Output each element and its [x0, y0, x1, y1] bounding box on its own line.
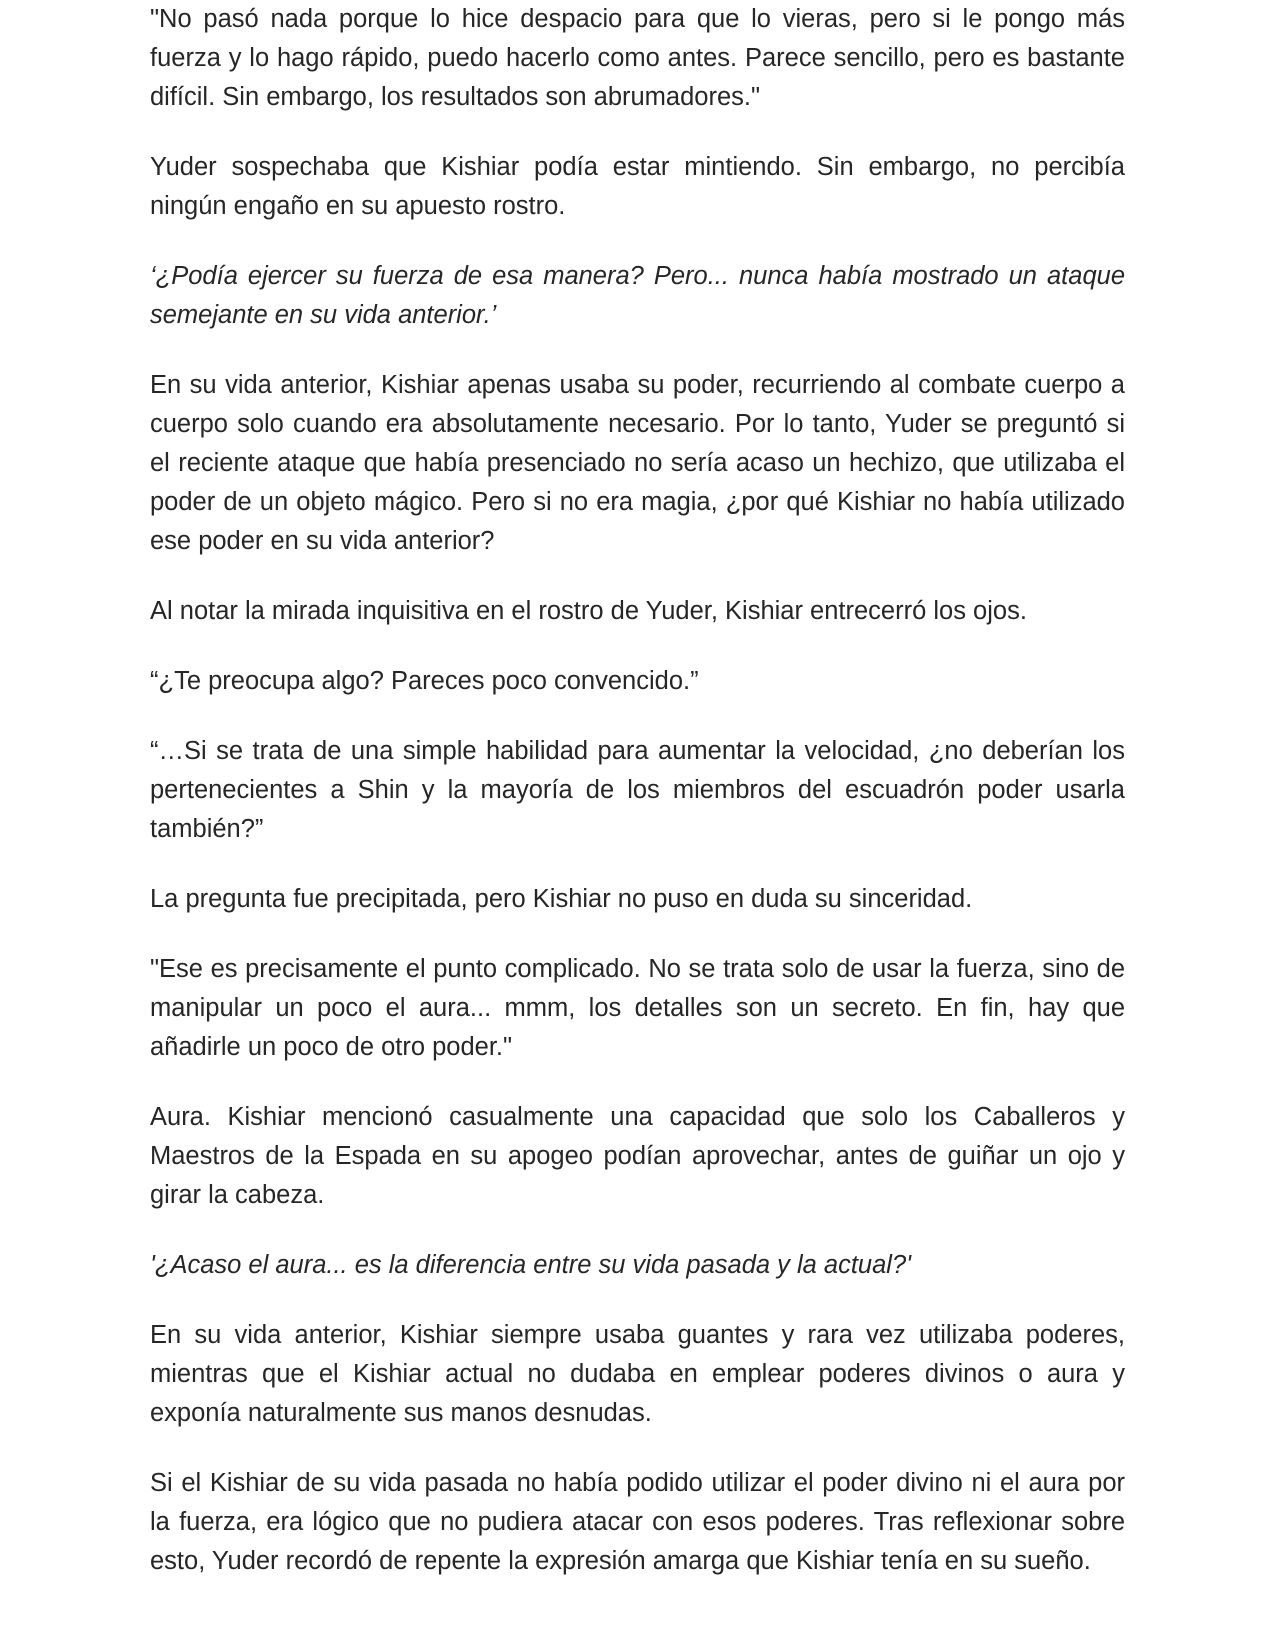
paragraph: En su vida anterior, Kishiar siempre usaba guantes y rara vez utilizaba poderes, mientras que el Kishiar actual no dudaba en emplear poderes divinos o aura y exponía naturalmente sus manos desnudas. — [150, 1321, 1125, 1427]
paragraph: Al notar la mirada inquisitiva en el rostro de Yuder, Kishiar entrecerró los ojos. — [150, 597, 1027, 625]
paragraph: "No pasó nada porque lo hice despacio para que lo vieras, pero si le pongo más fuerza y lo hago rápido, puedo hacerlo como antes. Parece sencillo, pero es bastante difícil. Sin embargo, los resultados son abrumadores." — [150, 5, 1125, 111]
paragraph: “¿Te preocupa algo? Pareces poco convencido.” — [150, 667, 699, 695]
paragraph: La pregunta fue precipitada, pero Kishiar no puso en duda su sinceridad. — [150, 885, 973, 913]
paragraph: Aura. Kishiar mencionó casualmente una capacidad que solo los Caballeros y Maestros de la Espada en su apogeo podían aprovechar, antes de guiñar un ojo y girar la cabeza. — [150, 1103, 1125, 1209]
paragraph-thought: '¿Acaso el aura... es la diferencia entre su vida pasada y la actual?' — [150, 1251, 912, 1279]
paragraph-thought: ‘¿Podía ejercer su fuerza de esa manera? Pero... nunca había mostrado un ataque semejante en su vida anterior.’ — [150, 262, 1125, 329]
paragraph: Yuder sospechaba que Kishiar podía estar mintiendo. Sin embargo, no percibía ningún engaño en su apuesto rostro. — [150, 153, 1125, 220]
paragraph: “…Si se trata de una simple habilidad para aumentar la velocidad, ¿no deberían los pertenecientes a Shin y la mayoría de los miembros del escuadrón poder usarla también?” — [150, 737, 1125, 843]
document-page — [150, 0, 1125, 1612]
paragraph: Si el Kishiar de su vida pasada no había podido utilizar el poder divino ni el aura por la fuerza, era lógico que no pudiera atacar con esos poderes. Tras reflexionar sobre esto, Yuder recordó de repente la expresión amarga que Kishiar tenía en su sueño. — [150, 1469, 1125, 1575]
paragraph: "Ese es precisamente el punto complicado. No se trata solo de usar la fuerza, sino de manipular un poco el aura... mmm, los detalles son un secreto. En fin, hay que añadirle un poco de otro poder." — [150, 955, 1125, 1061]
paragraph: En su vida anterior, Kishiar apenas usaba su poder, recurriendo al combate cuerpo a cuerpo solo cuando era absolutamente necesario. Por lo tanto, Yuder se preguntó si el reciente ataque que había presenciado no sería acaso un hechizo, que utilizaba el poder de un objeto mágico. Pero si no era magia, ¿por qué Kishiar no había utilizado ese poder en su vida anterior? — [150, 371, 1125, 555]
